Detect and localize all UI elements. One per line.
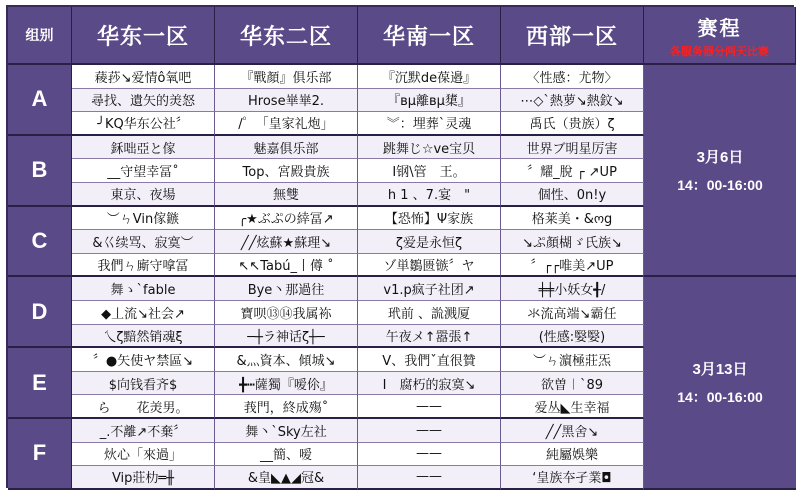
team-cell-west-1: 格莱美・&ოg [501, 207, 644, 231]
team-cell-west-1: ⋯◇`熱萝↘熱鈫↘ [501, 89, 644, 113]
team-cell-east-1: Vip莊朸═╫ [72, 466, 215, 490]
team-cell-west-1: 氺流高端↘霸任 [501, 301, 644, 325]
team-cell-south-1: 跳舞じ☆ve宝贝 [358, 136, 501, 160]
team-cell-west-1: ╪╪小妖女╉/ [501, 277, 644, 301]
team-cell-south-1: —— [358, 395, 501, 419]
team-cell-south-1: 午夜メ↑嚣張↑ [358, 325, 501, 349]
team-cell-west-1: 純屬娛樂 [501, 443, 644, 467]
zone-header-east-1: 华东一区 [72, 7, 215, 65]
team-cell-west-1: 〞┌┌唯美↗UP [501, 254, 644, 278]
team-cell-west-1: 爱丛◣生幸福 [501, 395, 644, 419]
team-cell-east-1: &巜续骂、寂寞︶ [72, 230, 215, 254]
team-cell-east-1: 鉌咄亞と傢 [72, 136, 215, 160]
team-cell-east-1: 乀ζ黯然销魂ξ [72, 325, 215, 349]
team-cell-south-1: h 1 、7.宴 " [358, 183, 501, 207]
team-cell-south-1: ︾：埋葬`灵魂 [358, 112, 501, 136]
team-cell-east-2: ╋┅薩獨『嗳伱』 [215, 372, 358, 396]
zone-header-west-1: 西部一区 [501, 7, 644, 65]
group-label-f: F [8, 419, 72, 490]
group-label-c: C [8, 207, 72, 278]
team-cell-west-1: ‘皇族夲孑業◘ [501, 466, 644, 490]
team-cell-south-1: 【恐怖】Ψ家族 [358, 207, 501, 231]
team-cell-east-2: 『戰顏』俱乐部 [215, 65, 358, 89]
team-cell-east-2: Hrose崋崋2. [215, 89, 358, 113]
team-cell-east-2: 魅嘉俱乐部 [215, 136, 358, 160]
team-cell-east-1: 薐莏↘爱情ô氧吧 [72, 65, 215, 89]
team-cell-west-1: 〈性感：尤物〉 [501, 65, 644, 89]
team-cell-east-2: Top、宮殿貴族 [215, 159, 358, 183]
schedule-time: 14：00-16:00 [677, 389, 763, 406]
team-cell-east-2: Bye丶那過往 [215, 277, 358, 301]
group-label-e: E [8, 348, 72, 419]
team-cell-east-2: /゜「皇家礼炮」 [215, 112, 358, 136]
team-cell-east-1: 〞●矢使ヤ禁區↘ [72, 348, 215, 372]
team-cell-east-2: &灬資本、傾城↘ [215, 348, 358, 372]
team-cell-south-1: 『вμ離вμ橥』 [358, 89, 501, 113]
team-cell-west-1: 世界ブ明星厉害 [501, 136, 644, 160]
team-cell-west-1: ↘ぷ顏楜ゞ氏族↘ [501, 230, 644, 254]
schedule-date: 3月13日 [692, 361, 748, 379]
schedule-title: 赛程 [697, 17, 742, 40]
team-cell-east-1: 東京、夜場 [72, 183, 215, 207]
team-cell-east-1: 我們ㄣ廝守嗱冨 [72, 254, 215, 278]
team-cell-south-1: ゾ単鶵匮镞〞ヤ [358, 254, 501, 278]
team-cell-west-1: ︶ㄣ濵極莊炁 [501, 348, 644, 372]
team-cell-south-1: —— [358, 419, 501, 443]
team-cell-east-2: ╱╱炫蘇★蘇理↘ [215, 230, 358, 254]
team-cell-west-1: 個性、0n!y [501, 183, 644, 207]
schedule-note: 各服务器分两天比赛 [670, 45, 769, 58]
team-cell-west-1: 禹氏（贵族）ζ [501, 112, 644, 136]
team-cell-west-1: 〞耀_脫 ┌ ↗UP [501, 159, 644, 183]
schedule-cell-second [644, 277, 796, 489]
zone-header-east-2: 华东二区 [215, 7, 358, 65]
team-cell-south-1: 『沉默de葆邉』 [358, 65, 501, 89]
team-cell-south-1: Ι钢\管 王。 [358, 159, 501, 183]
team-cell-east-2: ─┼ラ神话ζ┼─ [215, 325, 358, 349]
team-cell-east-1: 舞ゝ`fable [72, 277, 215, 301]
team-cell-east-2: &皇◣▲◢冠& [215, 466, 358, 490]
team-cell-south-1: v1.p疯子社团↗ [358, 277, 501, 301]
group-label-a: A [8, 65, 72, 136]
schedule-header [644, 7, 796, 65]
team-cell-east-2: 莪門，終成殤˚ [215, 395, 358, 419]
zone-header-south-1: 华南一区 [358, 7, 501, 65]
team-cell-east-1: 炏心「來過」 [72, 443, 215, 467]
team-cell-south-1: Ι 腐朽的寂寞↘ [358, 372, 501, 396]
team-cell-south-1: ζ爱是永恒ζ [358, 230, 501, 254]
team-cell-east-1: _.不離↗不棄〞 [72, 419, 215, 443]
schedule-cell-first [644, 65, 796, 277]
team-cell-east-2: ↖↖Tabú_丨僔 ˚ [215, 254, 358, 278]
team-cell-east-2: __簡、嗳 [215, 443, 358, 467]
team-cell-south-1: —— [358, 466, 501, 490]
team-cell-east-2: 寶呗⑬⑭我属袮 [215, 301, 358, 325]
team-cell-east-1: $向钱看齐$ [72, 372, 215, 396]
group-label-d: D [8, 277, 72, 348]
team-cell-east-1: ら 花羙男。 [72, 395, 215, 419]
schedule-table [6, 5, 794, 488]
team-cell-east-2: 舞丶`Sky左社 [215, 419, 358, 443]
team-cell-east-2: ╭★ぶぷの緈冨↗ [215, 207, 358, 231]
group-column-header: 组别 [8, 7, 72, 65]
team-cell-west-1: 欲曽︱`89 [501, 372, 644, 396]
team-cell-east-1: ︶ㄣVin傢鏃 [72, 207, 215, 231]
team-cell-south-1: V、我們ˇ直很贊 [358, 348, 501, 372]
team-cell-west-1: (性感:嫛嫛) [501, 325, 644, 349]
team-cell-south-1: —— [358, 443, 501, 467]
team-cell-east-2: 無雙 [215, 183, 358, 207]
schedule-date: 3月6日 [696, 148, 744, 166]
team-cell-west-1: ╱╱黑舍↘ [501, 419, 644, 443]
team-cell-east-1: ╯KQ华东公社〞 [72, 112, 215, 136]
schedule-time: 14：00-16:00 [677, 176, 763, 193]
team-cell-east-1: 尋找、遺矢的羙怒 [72, 89, 215, 113]
group-label-b: B [8, 136, 72, 207]
team-cell-east-1: ◆丄流↘社会↗ [72, 301, 215, 325]
team-cell-south-1: 玳前 、詤溅厦 [358, 301, 501, 325]
team-cell-east-1: __守望幸冨˚ [72, 159, 215, 183]
